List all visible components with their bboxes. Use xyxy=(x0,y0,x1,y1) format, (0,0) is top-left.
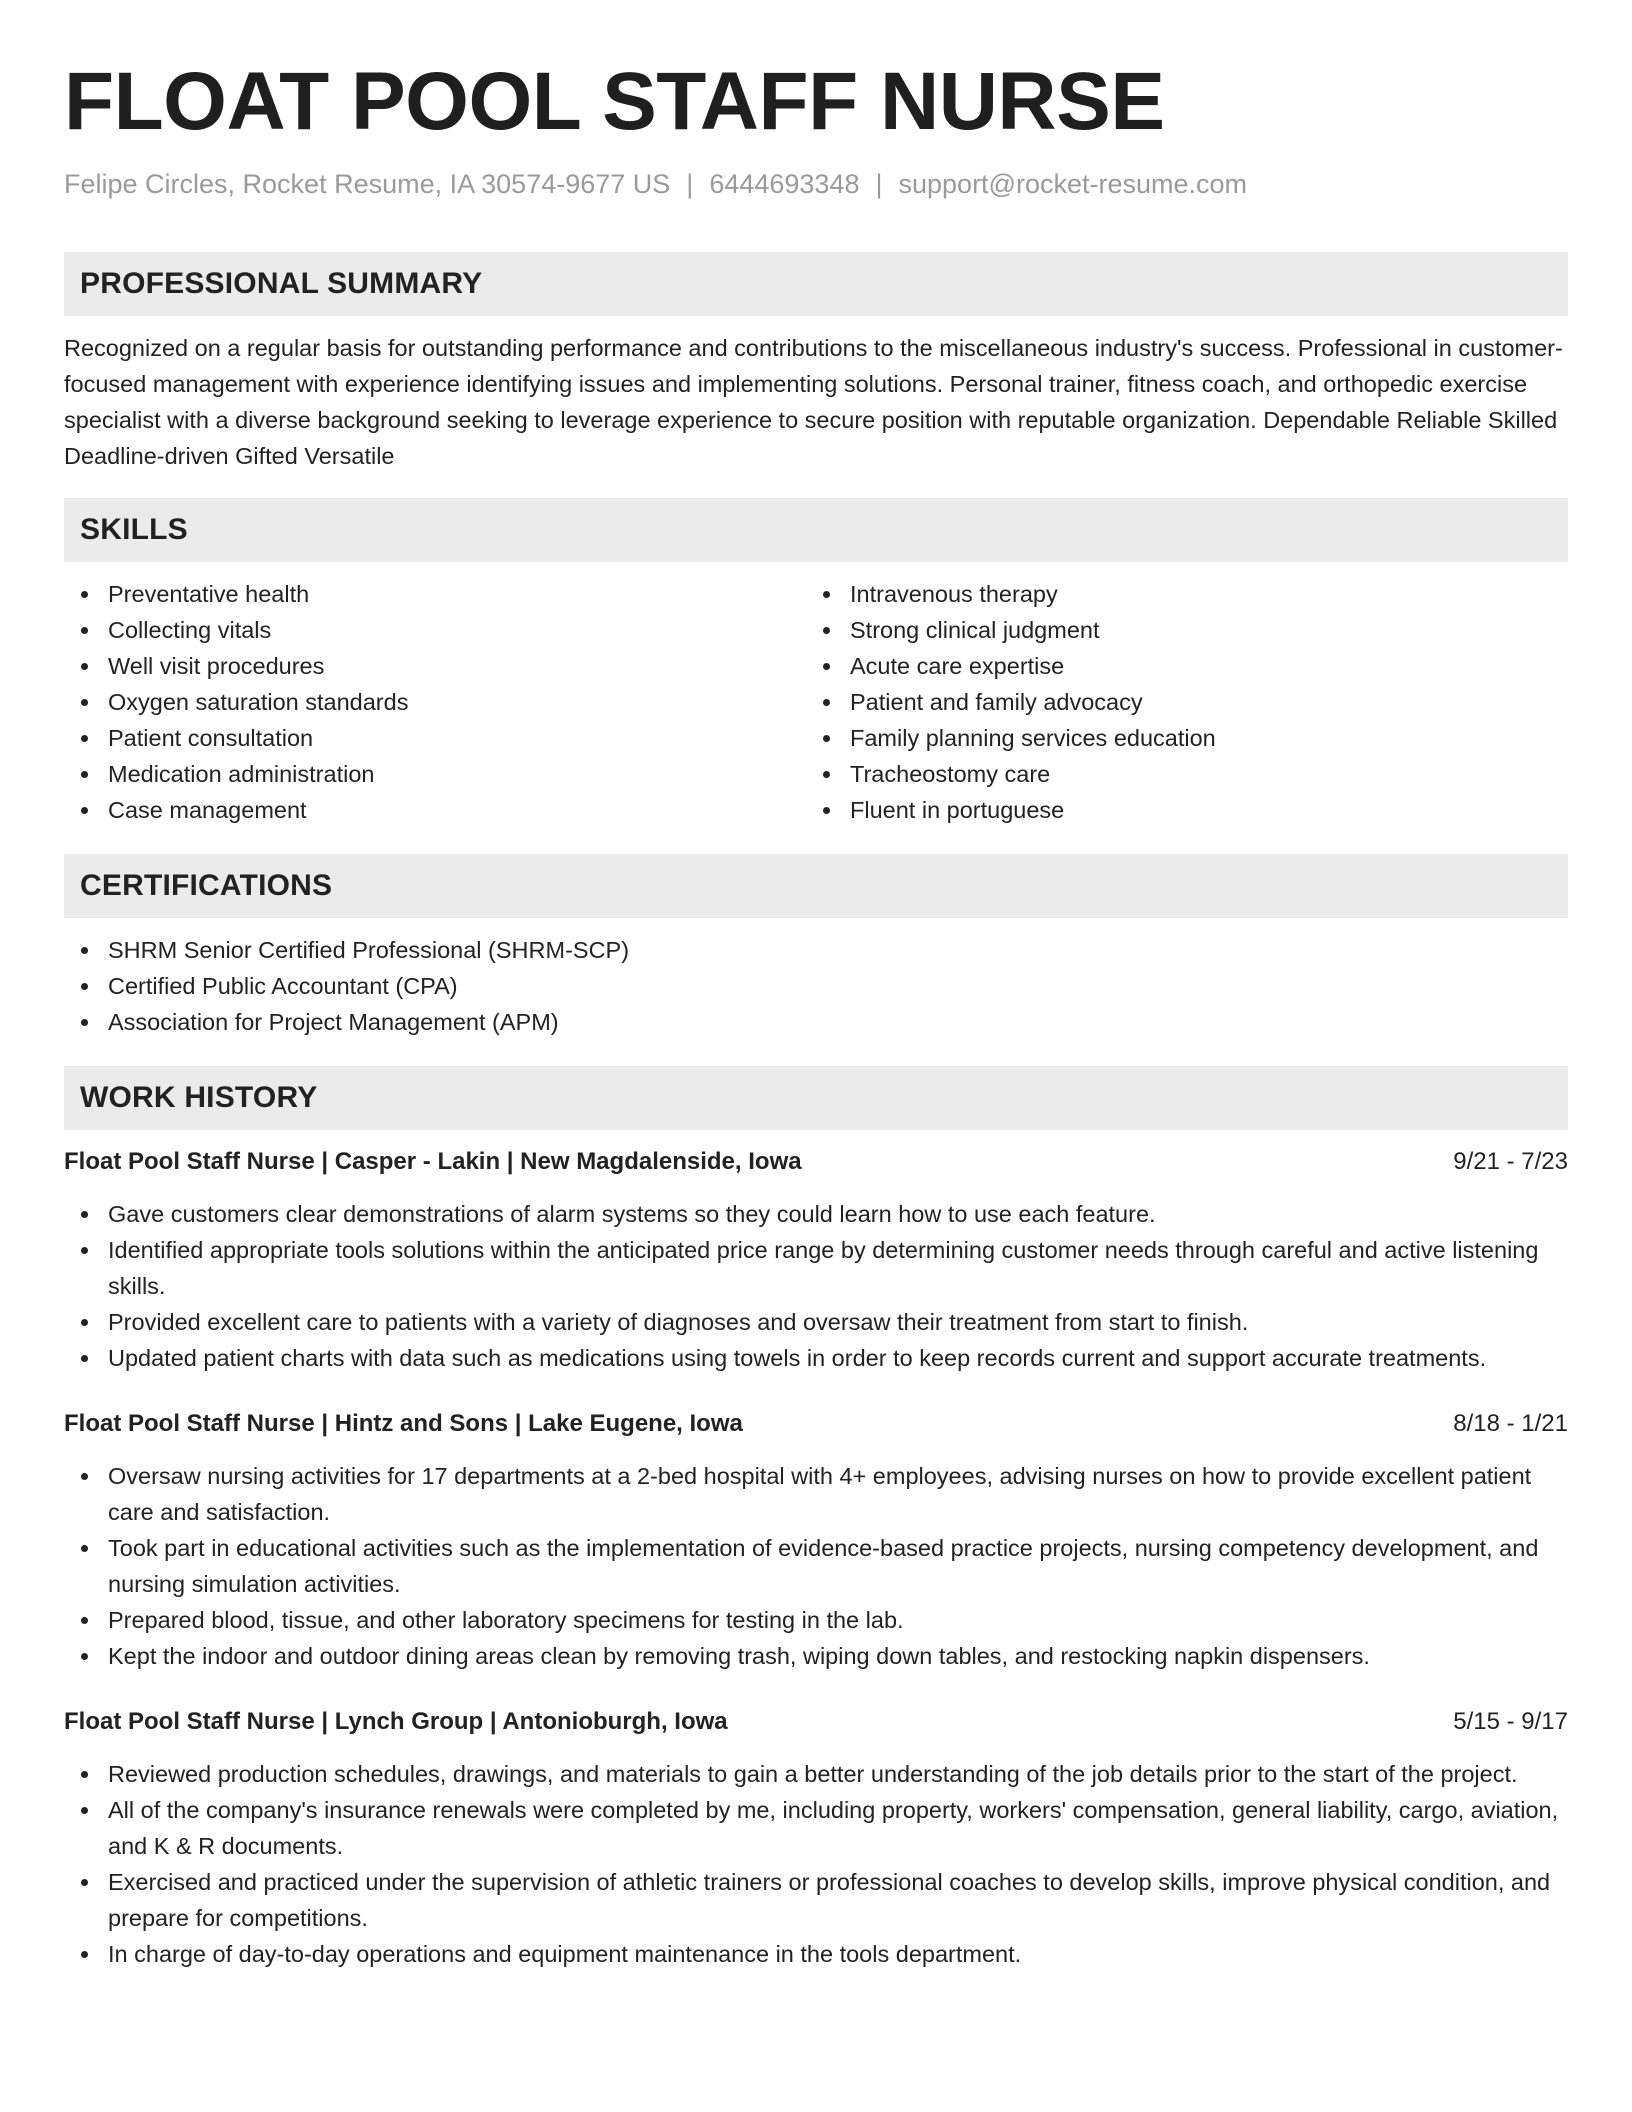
contact-address: Felipe Circles, Rocket Resume, IA 30574-9677 US xyxy=(64,169,671,199)
work-history-heading: WORK HISTORY xyxy=(80,1081,318,1114)
skill-item: Fluent in portuguese xyxy=(806,792,1548,828)
job-bullet: Reviewed production schedules, drawings, and materials to gain a better understanding of the job details prior to the start of the project. xyxy=(64,1756,1568,1792)
job-title: Float Pool Staff Nurse | Hintz and Sons | Lake Eugene, Iowa xyxy=(64,1410,743,1437)
contact-phone: 6444693348 xyxy=(709,169,860,199)
resume-title: FLOAT POOL STAFF NURSE xyxy=(64,56,1165,147)
skill-item: Medication administration xyxy=(64,756,806,792)
skill-item: Strong clinical judgment xyxy=(806,612,1548,648)
skills-list-left xyxy=(64,576,806,828)
job-bullets xyxy=(64,1196,1568,1376)
job-bullet: Kept the indoor and outdoor dining areas clean by removing trash, wiping down tables, and restocking napkin dispensers. xyxy=(64,1638,1568,1674)
job-entry xyxy=(64,1406,1568,1674)
job-bullets xyxy=(64,1458,1568,1674)
certifications-section-header xyxy=(64,854,1568,918)
job-entry xyxy=(64,1704,1568,1972)
certification-item: Certified Public Accountant (CPA) xyxy=(64,968,1568,1004)
job-entry xyxy=(64,1144,1568,1376)
skills-heading: SKILLS xyxy=(80,513,188,546)
certification-item: SHRM Senior Certified Professional (SHRM-SCP) xyxy=(64,932,1568,968)
skill-item: Patient and family advocacy xyxy=(806,684,1548,720)
job-header xyxy=(64,1406,1568,1442)
skills-column-left xyxy=(64,576,806,828)
skill-item: Acute care expertise xyxy=(806,648,1548,684)
contact-separator: | xyxy=(686,169,694,199)
job-bullet: Oversaw nursing activities for 17 departments at a 2-bed hospital with 4+ employees, advising nurses on how to provide excellent patient care and satisfaction. xyxy=(64,1458,1568,1530)
summary-heading: PROFESSIONAL SUMMARY xyxy=(80,267,483,300)
skill-item: Preventative health xyxy=(64,576,806,612)
skill-item: Tracheostomy care xyxy=(806,756,1548,792)
job-bullet: Provided excellent care to patients with a variety of diagnoses and oversaw their treatment from start to finish. xyxy=(64,1304,1568,1340)
job-bullet: Identified appropriate tools solutions within the anticipated price range by determining customer needs through careful and active listening skills. xyxy=(64,1232,1568,1304)
skill-item: Patient consultation xyxy=(64,720,806,756)
skill-item: Case management xyxy=(64,792,806,828)
job-bullet: Gave customers clear demonstrations of alarm systems so they could learn how to use each feature. xyxy=(64,1196,1568,1232)
skill-item: Oxygen saturation standards xyxy=(64,684,806,720)
job-bullet: In charge of day-to-day operations and equipment maintenance in the tools department. xyxy=(64,1936,1568,1972)
certifications-list xyxy=(64,932,1568,1040)
job-bullet: Prepared blood, tissue, and other laboratory specimens for testing in the lab. xyxy=(64,1602,1568,1638)
job-dates: 9/21 - 7/23 xyxy=(1453,1148,1568,1175)
certifications-heading: CERTIFICATIONS xyxy=(80,869,333,902)
job-bullets xyxy=(64,1756,1568,1972)
summary-text: Recognized on a regular basis for outstanding performance and contributions to the miscellaneous industry's success. Professional in customer-focused management with experience identifying issues and implementing solutions. Personal trainer, fitness coach, and orthopedic exercise specialist with a diverse background seeking to leverage experience to secure position with reputable organization. Dependable Reliable Skilled Deadline-driven Gifted Versatile xyxy=(64,335,1563,469)
summary-section-header xyxy=(64,252,1568,316)
skill-item: Well visit procedures xyxy=(64,648,806,684)
job-title: Float Pool Staff Nurse | Casper - Lakin | New Magdalenside, Iowa xyxy=(64,1148,802,1175)
skills-column-right xyxy=(806,576,1548,828)
job-dates: 8/18 - 1/21 xyxy=(1453,1410,1568,1437)
job-bullet: Took part in educational activities such as the implementation of evidence-based practice projects, nursing competency development, and nursing simulation activities. xyxy=(64,1530,1568,1602)
skill-item: Collecting vitals xyxy=(64,612,806,648)
job-title: Float Pool Staff Nurse | Lynch Group | Antonioburgh, Iowa xyxy=(64,1708,728,1735)
contact-separator: | xyxy=(875,169,883,199)
resume-page xyxy=(64,52,1568,1972)
job-dates: 5/15 - 9/17 xyxy=(1453,1708,1568,1735)
contact-email: support@rocket-resume.com xyxy=(898,169,1248,199)
job-bullet: Exercised and practiced under the supervision of athletic trainers or professional coaches to develop skills, improve physical condition, and prepare for competitions. xyxy=(64,1864,1568,1936)
job-bullet: All of the company's insurance renewals were completed by me, including property, workers' compensation, general liability, cargo, aviation, and K & R documents. xyxy=(64,1792,1568,1864)
job-header xyxy=(64,1704,1568,1740)
job-bullet: Updated patient charts with data such as medications using towels in order to keep records current and support accurate treatments. xyxy=(64,1340,1568,1376)
skills-section-header xyxy=(64,498,1568,562)
work-history-section-header xyxy=(64,1066,1568,1130)
skill-item: Family planning services education xyxy=(806,720,1548,756)
certifications-list-wrapper xyxy=(64,932,1568,1040)
skills-list-right xyxy=(806,576,1548,828)
contact-line xyxy=(64,166,1568,202)
skills-grid xyxy=(64,576,1568,828)
certification-item: Association for Project Management (APM) xyxy=(64,1004,1568,1040)
job-header xyxy=(64,1144,1568,1180)
skill-item: Intravenous therapy xyxy=(806,576,1548,612)
